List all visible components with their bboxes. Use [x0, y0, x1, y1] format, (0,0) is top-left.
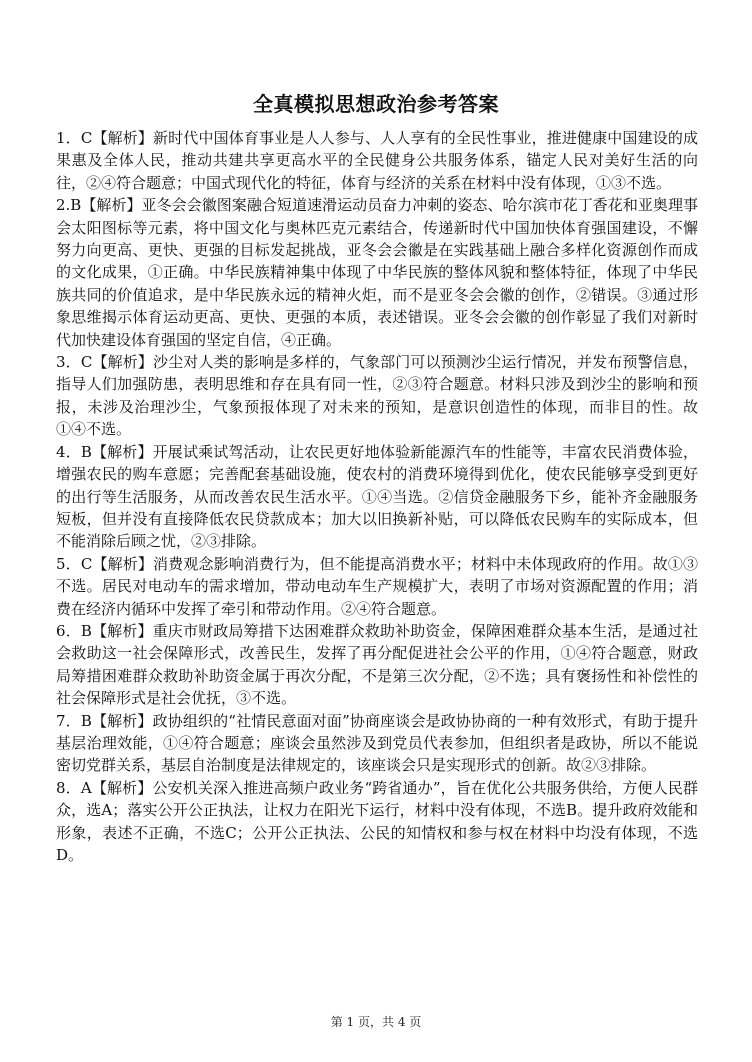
- answer-item-5: 5．C【解析】消费观念影响消费行为，但不能提高消费水平；材料中未体现政府的作用。故①③不选。居民对电动车的需求增加，带动电动车生产规模扩大，表明了市场对资源配置的作用；消费在经济内循环中发挥了牵引和带动作用。②④符合题意。: [56, 554, 698, 618]
- page-number-footer: 第 1 页，共 4 页: [330, 1015, 422, 1029]
- answer-item-4: 4．B【解析】开展试乘试驾活动，让农民更好地体验新能源汽车的性能等，丰富农民消费体验，增强农民的购车意愿；完善配套基础设施，使农村的消费环境得到优化，使农民能够享受到更好的出行等生活服务，从而改善农民生活水平。①④当选。②信贷金融服务下乡，能补齐金融服务短板，但并没有直接降低农民贷款成本；加大以旧换新补贴，可以降低农民购车的实际成本，但不能消除后顾之忧，②③排除。: [56, 442, 698, 551]
- answer-item-2: 2.B【解析】亚冬会会徽图案融合短道速滑运动员奋力冲刺的姿态、哈尔滨市花丁香花和亚奥理事会太阳图标等元素，将中国文化与奥林匹克元素结合，传递新时代中国加快体育强国建设，不懈努力向更高、更快、更强的目标发起挑战，亚冬会会徽是在实践基础上融合多样化资源创作而成的文化成果，①正确。中华民族精神集中体现了中华民族的整体风貌和整体特征，体现了中华民族共同的价值追求，是中华民族永远的精神火炬，而不是亚冬会会徽的创作，②错误。③通过形象思维揭示体育运动更高、更快、更强的本质，表述错误。亚冬会会徽的创作彰显了我们对新时代加快建设体育强国的坚定自信，④正确。: [56, 196, 698, 349]
- answer-item-7: 7．B【解析】政协组织的“社情民意面对面”协商座谈会是政协协商的一种有效形式，有助于提升基层治理效能，①④符合题意；座谈会虽然涉及到党员代表参加，但组织者是政协，所以不能说密切党群关系，基层自治制度是法律规定的，该座谈会只是实现形式的创新。故②③排除。: [56, 711, 698, 775]
- answer-item-1: 1．C【解析】新时代中国体育事业是人人参与、人人享有的全民性事业，推进健康中国建设的成果惠及全体人民，推动共建共享更高水平的全民健身公共服务体系，锚定人民对美好生活的向往，②④符合题意；中国式现代化的特征，体育与经济的关系在材料中没有体现，①③不选。: [56, 129, 698, 192]
- answer-list: [56, 127, 698, 866]
- answer-item-6: 6．B【解析】重庆市财政局筹措下达困难群众救助补助资金，保障困难群众基本生活，是通过社会救助这一社会保障形式，改善民生，发挥了再分配促进社会公平的作用，①④符合题意，财政局筹措困难群众救助补助资金属于再次分配，不是第三次分配，②不选；具有褒扬性和补偿性的社会保障形式是社会优抚，③不选。: [56, 621, 698, 708]
- answer-item-3: 3．C【解析】沙尘对人类的影响是多样的，气象部门可以预测沙尘运行情况，并发布预警信息，指导人们加强防患，表明思维和存在具有同一性，②③符合题意。材料只涉及到沙尘的影响和预报，未涉及治理沙尘，气象预报体现了对未来的预知，是意识创造性的体现，而非目的性。故①④不选。: [56, 353, 698, 439]
- answer-item-8: 8．A【解析】公安机关深入推进高频户政业务“跨省通办”，旨在优化公共服务供给，方便人民群众，选A；落实公开公正执法，让权力在阳光下运行，材料中没有体现，不选B。提升政府效能和形象，表述不正确，不选C；公开公正执法、公民的知情权和参与权在材料中均没有体现，不选D。: [56, 778, 698, 864]
- page-title: 全真模拟思想政治参考答案: [253, 92, 499, 116]
